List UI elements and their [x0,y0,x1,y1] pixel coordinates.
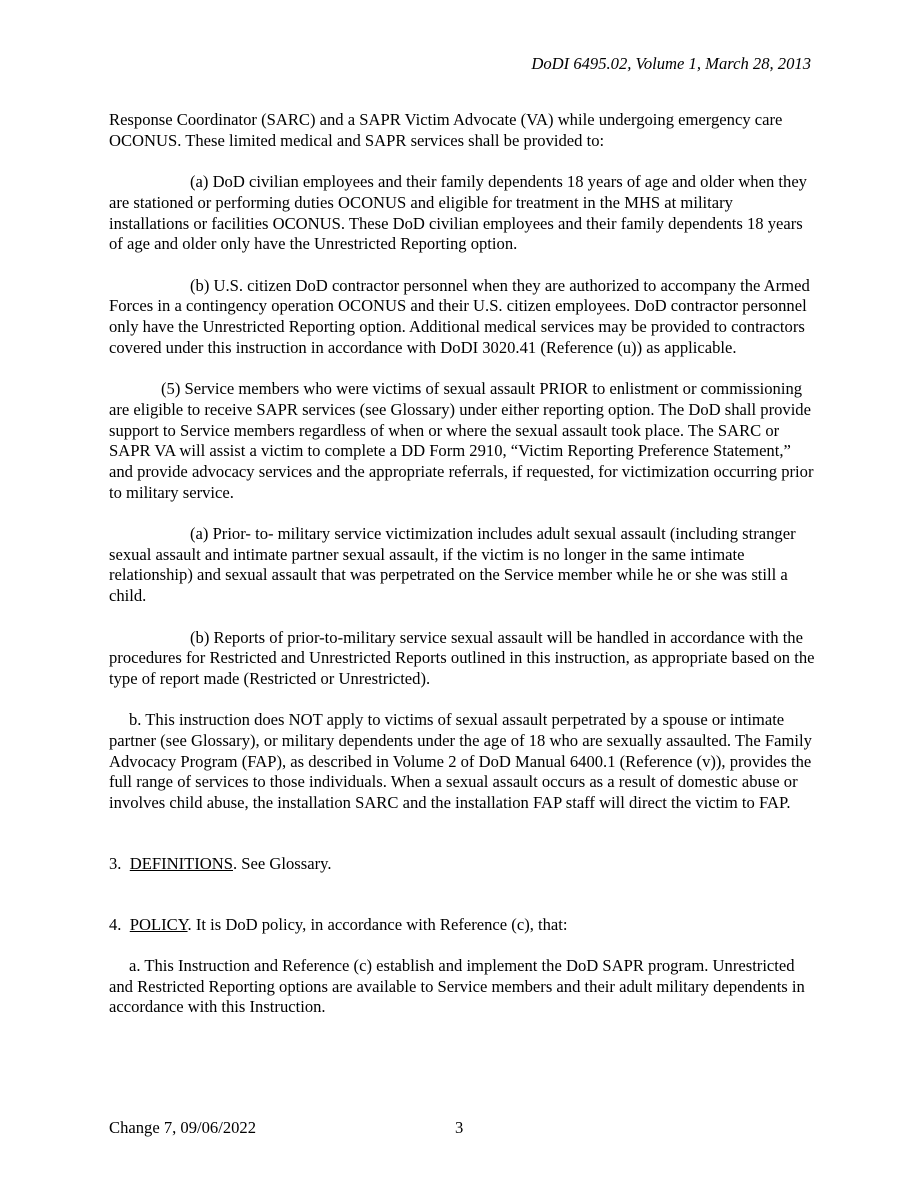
paragraph-policy-a: a. This Instruction and Reference (c) establish and implement the DoD SAPR program. Unrestricted and Restricted Reporting options are available to Service members and their adult military dependents in accordance with this Instruction. [109,955,805,1017]
section-definitions [109,854,815,875]
document-header: DoDI 6495.02, Volume 1, March 28, 2013 [531,54,811,73]
paragraph-intro: Response Coordinator (SARC) and a SAPR Victim Advocate (VA) while undergoing emergency care OCONUS. These limited medical and SAPR services shall be provided to: [109,110,783,150]
paragraph-5: (5) Service members who were victims of sexual assault PRIOR to enlistment or commissioning are eligible to receive SAPR services (see Glossary) under either reporting option. The DoD shall provide support to Service members regardless of when or where the sexual assault took place. The SARC or SAPR VA will assist a victim to complete a DD Form 2910, “Victim Reporting Preference Statement,” and provide advocacy services and the appropriate referrals, if requested, for victimization occurring prior to military service. [109,379,814,502]
page-body [109,110,815,1039]
section-heading-definitions: DEFINITIONS [129,853,233,873]
section-text: . It is DoD policy, in accordance with Reference (c), that: [187,914,568,934]
page-number: 3 [455,1118,464,1137]
section-text: . See Glossary. [233,853,332,873]
paragraph-5b: (b) Reports of prior-to-military service sexual assault will be handled in accordance with the procedures for Restricted and Unrestricted Reports outlined in this instruction, as appropriate based on the type of report made (Restricted or Unrestricted). [109,627,815,688]
paragraph-b: b. This instruction does NOT apply to victims of sexual assault perpetrated by a spouse or intimate partner (see Glossary), or military dependents under the age of 18 who are sexually assaulted. The Family Advocacy Program (FAP), as described in Volume 2 of DoD Manual 6400.1 (Reference (v)), provides the full range of services to those individuals. When a sexual assault occurs as a result of domestic abuse or involves child abuse, the installation SARC and the installation FAP staff will direct the victim to FAP. [109,710,812,813]
footer-change-note: Change 7, 09/06/2022 [109,1118,257,1137]
paragraph-4b: (b) U.S. citizen DoD contractor personnel when they are authorized to accompany the Armed Forces in a contingency operation OCONUS and their U.S. citizen employees. DoD contractor personnel only have the Unrestricted Reporting option. Additional medical services may be provided to contractors covered under this instruction in accordance with DoDI 3020.41 (Reference (u)) as applicable. [109,275,810,357]
paragraph-5a: (a) Prior- to- military service victimization includes adult sexual assault (including stranger sexual assault and intimate partner sexual assault, if the victim is no longer in the same intimate relationship) and sexual assault that was perpetrated on the Service member while he or she was still a child. [109,524,796,606]
section-number: 3. [109,853,122,873]
paragraph-4a: (a) DoD civilian employees and their family dependents 18 years of age and older when they are stationed or performing duties OCONUS and eligible for treatment in the MHS at military installations or facilities OCONUS. These DoD civilian employees and their family dependents 18 years of age and older only have the Unrestricted Reporting option. [109,172,807,254]
section-number: 4. [109,914,122,934]
section-heading-policy: POLICY [129,914,188,934]
section-policy [109,915,815,936]
